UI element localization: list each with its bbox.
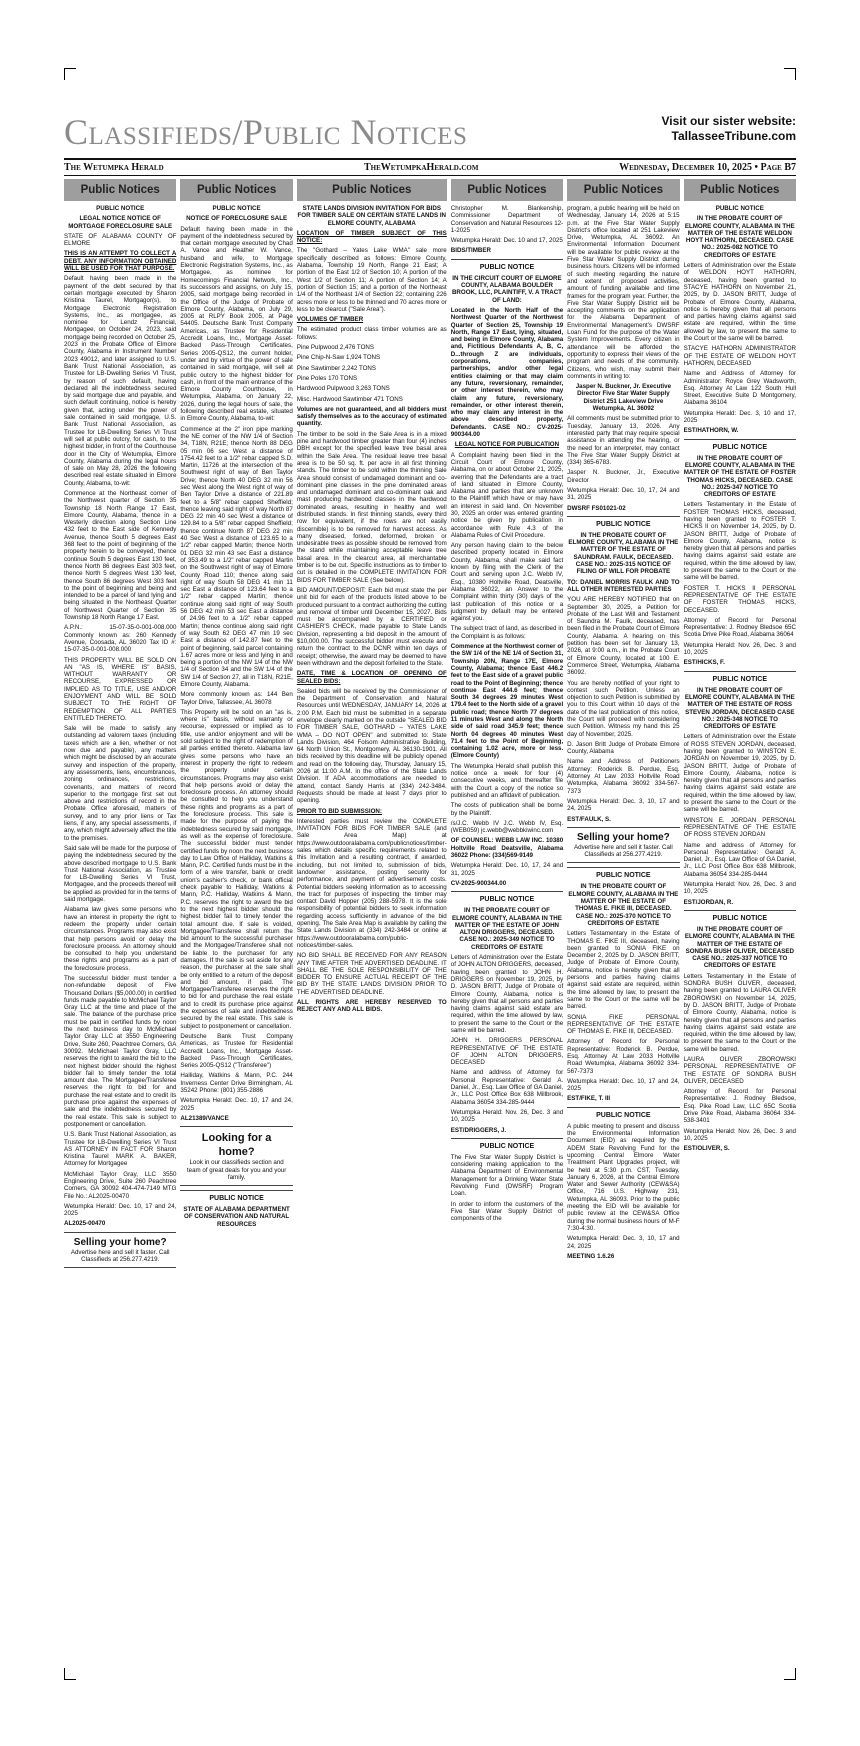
notice-text: Halliday, Watkins & Mann, P.C. 244 Inverness Center Drive Birmingham, AL 35242 Phone: (801) 355-2886: [180, 1072, 293, 1095]
section-heading: LOCATION OF TIMBER SUBJECT OF THIS NOTICE:: [296, 229, 447, 245]
notice-text: WINSTON E. JORDAN PERSONAL REPRESENTATIVE OF THE ESTATE OF ROSS STEVEN JORDAN: [683, 816, 796, 839]
notice-text: /s/J.C. Webb IV J.C. Webb IV, Esq. (WEB059) jc.webb@webbkiwinc.com: [450, 819, 564, 835]
notice-text: A Complaint having been filed in the Circuit Court of Elmore County, Alabama, on or about October 21, 2025, averring that the Defendants are a tract of land situated in Elmore County, Alabama and parties that are unknown to the Plaintiff which have or may have an interest in said land. On November 30, 2025 an order was entered granting notice be given by publication in accordance with Rule 4.3 of the Alabama Rules of Civil Procedure.: [450, 451, 564, 539]
notice-title: IN THE PROBATE COURT OF ELMORE COUNTY, ALABAMA IN THE MATTER OF THE ESTATE OF THOMAS E. FIKE III, DECEASED. CASE NO.: 2025-370 NOTICE TO CREDITORS OF ESTATE: [568, 883, 679, 927]
notice-label: PUBLIC NOTICE: [212, 205, 261, 212]
volume-item: Pine Sawtimber 2,242 TONS: [296, 364, 377, 372]
notice-text: Letters of Administration over the Estate of JOHN ALTON DRIGGERS, deceased, having been granted to JOHN H. DRIGGERS on November 19, 2025, by D. JASON BRITT, Judge of Probate of Elmore County, Alabama, notice is hereby given that all persons and parties having claims against said estate are required, within the time allowed by law, to present the same to the Court or the same will be barred.: [450, 954, 564, 1034]
notice-text: Jasper N. Buckner, Jr. Executive Director Five Star Water Supply District 251 Lakeview Drive Wetumpka, AL 36092: [575, 383, 672, 413]
paper-name: The Wetumpka Herald: [64, 162, 164, 173]
publication-dates: Wetumpka Herald: Dec. 10, 17 and 24, 2025: [567, 1077, 680, 1093]
notice-code: EST/JORDAN, R.: [683, 898, 734, 906]
notice-text: Letters Testamentary in the Estate of FOSTER THOMAS HICKS, deceased, having been granted to FOSTER T. HICKS II on November 14, 2025, by D. JASON BRITT, Judge of Probate of Elmore County, Alabama, notice is hereby given that all persons and parties having claims against said estate are required, within the time allowed by law, to present the same to the Court or the same will be barred.: [683, 501, 796, 582]
notice-label: PUBLIC NOTICE: [96, 205, 145, 212]
notice-label: PUBLIC NOTICE: [180, 1190, 292, 1203]
notice-title: IN THE PROBATE COURT OF ELMORE COUNTY, ALABAMA IN THE MATTER OF THE ESTATE OF SAUNDRAM. FAULK, DECEASED. CASE NO.: 2025-315 NOTICE OF FILING OF WILL FOR PROBATE: [568, 531, 679, 576]
publication-dates: Wetumpka Herald: Dec. 10, 17, 24 and 31, 2025: [450, 862, 564, 877]
section-heading: VOLUMES OF TIMBER: [296, 316, 364, 324]
notice-text: Default having been made in the payment of the debt secured by that certain mortgage executed by Sharon Kristina Taurel, Mortgagor(s), to Mortgage Electronic Registration Systems, Inc., as mortgagee, as nominee for Lendz Financial, Mortgagee, on October 24, 2023, said mortgage being recorded on October 25, 2023 in the Probate Office of Elmore County, Alabama in Instrument Number 2023 49012, and later assigned to U.S. Bank Trust National Association, as Trustee for LB-Dwelling Series VI Trust, by reason of such default, having declared all the indebtedness secured by said mortgage due and payable, and such default continuing, notice is hereby given that, acting under the power of sale contained in said mortgage, U.S. Bank Trust National Association, as Trustee for LB-Dwelling Series VI Trust will sell at public outcry, for cash, to the highest bidder, in front of the Courthouse door in the City of Wetumpka, Elmore County, Alabama during the legal hours of sale on May 28, 2026 the following described real estate situated in Elmore County, Alabama, to-wit:: [64, 275, 177, 487]
notice-text: Letters Testamentary in the Estate of THOMAS E. FIKE III, deceased, having been granted to SONIA FIKE on December 2, 2025 by D. JASON BRITT, Judge of Probate of Elmore County, Alabama, notice is hereby given that all persons and parties having claims against said estate are required, within the time allowed by law, to present the same to the Court or the same will be barred.: [567, 930, 680, 1011]
sister-site-promo: [662, 114, 797, 144]
notice-text: Commence at the Northwest corner of the SW 1/4 of the NE 1/4 of Section 31, Township 20N, Range 17E, Elmore County, Alabama; thence East 446.2 feet to the East side of a gravel public road to the Point of Beginning; thence continue East 444.6 feet; thence South 34 degrees 29 minutes West 179.4 feet to the North side of a gravel public road; thence North 77 degrees 11 minutes West and along the North side of said road 345.9 feet; thence North 04 degrees 40 minutes West 71.4 feet to the Point of Beginning, containing 1.02 acre, more or less. (Elmore County): [450, 643, 564, 760]
notice-title: IN THE PROBATE COURT OF ELMORE COUNTY, ALABAMA IN THE MATTER OF THE ESTATE OF FOSTER THOMAS HICKS, DECEASED. CASE NO.: 2025-347 NOTICE TO CREDITORS OF ESTATE: [683, 454, 796, 499]
notice-text: The estimated product class timber volumes are as follows:: [296, 326, 447, 341]
house-ad-title: Selling your home?: [73, 1236, 167, 1248]
notice-text: STATE OF ALABAMA COUNTY OF ELMORE: [64, 232, 177, 248]
column-header: Public Notices: [684, 179, 796, 201]
notice-text: SONIA FIKE PERSONAL REPRESENTATIVE OF THE ESTATE OF THOMAS E. FIKE III, DECEASED.: [567, 1013, 680, 1036]
notice-text: program, a public hearing will be held on Wednesday, January 14, 2026 at 5:15 p.m. at the Five Star Water Supply District's office located at 251 Lakeview Drive, Wetumpka, AL 36092. An Environmental Information Document will be available for public review at the Five Star Water Supply District during business hours. Citizens will be informed of such meeting regarding the nature and extent of proposed activities, amount of funding available and time frames for the program year. Further, the Five Star Water Supply District will be accepting comments on the application for the Alabama Department of Environmental Management's DWSRF Loan Fund for the purpose of the Water System Improvements. Every citizen in attendance will be afforded the opportunity to express their views of the program and needs of the community. Citizens, who wish, may submit their comments in writing to:: [567, 205, 680, 380]
notice-title: STATE LANDS DIVISION INVITATION FOR BIDS FOR TIMBER SALE ON CERTAIN STATE LANDS IN ELMORE COUNTY, ALABAMA: [297, 205, 447, 227]
notice-text: Volumes are not guaranteed, and all bidders must satisfy themselves as to the accuracy of estimated quantity.: [296, 405, 447, 428]
notice-text: Christopher M. Blankenship, Commissioner Department of Conservation and Natural Resources 12-1-2025: [450, 205, 564, 234]
house-ad-title: Selling your home?: [576, 831, 670, 843]
notice-text: A public meeting to present and discuss the Environmental Information Document (EID) as required by the ADEM State Revolving Fund for the upcoming Central Elmore Water Treatment Plant Upgrades project, will be held at 5:30 p.m. CST, Tuesday, January 6, 2026, at the Central Elmore Water and Sewer Authority (CEW&SA) Office, 716 U.S. Highway 231, Wetumpka, AL 36093. Prior to the public meeting the EID will be available for public review at the CEW&SA Office during the normal business hours of M-F 7:30-4:30.: [567, 1122, 680, 1232]
notice-code: CV-2025-900344.00: [450, 879, 507, 887]
notice-text: Said sale will be made for the purpose of paying the indebtedness secured by the above described mortgage to U.S. Bank Trust National Association, as Trustee for LB-Dwelling Series VI Trust, Mortgagee, and the proceeds thereof will be applied as provided for in the terms of said mortgage.: [64, 844, 177, 904]
notice-label: PUBLIC NOTICE: [684, 671, 796, 684]
notice-text: Name and address of Attorney for Personal Representative: Gerald A. Daniel, Jr., Esq. Law Office of GA Daniel, Jr., LLC Post Office Box 638 Millbrook, Alabama 36054 334-285-9444: [683, 841, 796, 878]
notice-title: LEGAL NOTICE NOTICE OF MORTGAGE FORECLOSURE SALE: [68, 215, 173, 230]
sister-site-link[interactable]: TallasseeTribune.com: [671, 129, 796, 143]
section-heading: LEGAL NOTICE FOR PUBLICATION: [454, 441, 560, 449]
notice-title: IN THE PROBATE COURT OF ELMORE COUNTY, ALABAMA IN THE MATTER OF THE ESTATE OF ROSS STEVEN JORDAN, DECEASED CASE NO.: 2025-348 NOTICE TO CREDITORS OF ESTATE: [684, 686, 795, 731]
notice-text: BID AMOUNT/DEPOSIT: Each bid must state the per unit bid for each of the products listed above to be produced pursuant to a contract authorizing the cutting and removal of timber until December 15, 2027. Bids must be accompanied by a CERTIFIED or CASHIER'S CHECK, made payable to State Lands Division, representing a bid deposit in the amount of $10,000.00. The successful bidder must execute and return the contract to the DCNR within ten days of receipt; otherwise, the award may be deemed to have been withdrawn and the deposit forfeited to the State.: [296, 586, 447, 667]
notice-code: EST/HATHORN, W.: [683, 427, 739, 435]
column-header: Public Notices: [180, 179, 292, 201]
notice-text: Sale will be made to satisfy any outstanding ad valorem taxes (including taxes which are a lien, whether or not now due and payable), any matters which might be disclosed by an accurate survey and inspection of the property, any assessments, liens, encumbrances, zoning ordinances, restrictions, covenants, and matters of record superior to the mortgage first set out above and restrictions of record in the Probate Office aforesaid, matters of survey, and to any prior liens or Tax liens, if any, any special assessments, if any, which might adversely affect the title to the premises.: [64, 725, 177, 842]
publication-dates: Wetumpka Herald: Dec. 10 and 17, 2025: [450, 237, 563, 245]
notice-code: BIDS/TIMBER: [450, 247, 491, 255]
section-heading: PRIOR TO BID SUBMISSION:: [296, 807, 382, 815]
notice-title: IN THE CIRCUIT COURT OF ELMORE COUNTY, ALABAMA BOULDER BROOK, LLC, PLAINTIFF, V. A TRACT OF LAND:: [451, 274, 562, 304]
notice-text: Deutsche Bank Trust Company Americas, as Trustee for Residential Accredit Loans, Inc., Mortgage Asset-Backed Pass-Through Certificates, Series 2005-QS12 ("Transferee"): [180, 1032, 293, 1070]
crop-mark-top-right: [784, 68, 796, 80]
section-title: Classifieds/Public Notices: [64, 112, 468, 152]
notice-text: Letters of Administration over the Estate of WELDON HOYT HATHORN, deceased, having been granted to STACYE HATHORN on November 21, 2025, by D. JASON BRITT, Judge of Probate of Elmore County, Alabama, notice is hereby given that all persons and parties having claims against said estate are required, within the time allowed by law, to present the same to the Court or the same will be barred.: [683, 262, 796, 343]
page-header-bar: [64, 158, 796, 176]
column-3: [297, 179, 447, 1675]
notice-text: All comments must be submitted prior to Tuesday, January 13, 2026. Any interested party that may require special assistance in attending the hearing, or the need for an interpreter, may contact The Five Star Water Supply District at (334) 365-6783.: [567, 415, 680, 467]
notice-text: Name and address of Attorney for Personal Representative: Gerald A. Daniel, Jr., Esq. Law Office of GA Daniel, Jr., LLC Post Office Box 638 Millbrook, Alabama 36054 334-285-9444: [450, 1069, 564, 1106]
notice-text: Default having been made in the payment of the indebtedness secured by that certain mortgage executed by Chad A. Vance and Heather W. Vance, husband and wife, to Mortgage Electronic Registration Systems, Inc., as Mortgagee, as nominee for Homecomings Financial Network, Inc., its successors and assigns, on July 15, 2005, said mortgage being recorded in the Office of the Judge of Probate of Elmore County, Alabama, on July 29, 2005 at RLPY Book 2005, at Page 54405. Deutsche Bank Trust Company Americas, as Trustee for Residential Accredit Loans, Inc., Mortgage Asset-Backed Pass-Through Certificates, Series 2005-QS12, the current holder, under and by virtue of the power of sale contained in said mortgage, will sell at public outcry to the highest bidder for cash, in front of the main entrance of the Elmore County Courthouse, in Wetumpka, Alabama, on January 22, 2026, during the legal hours of sale, the following described real estate, situated in Elmore County, Alabama, to-wit:: [180, 225, 293, 423]
notice-text: The successful bidder must tender a non-refundable deposit of Five Thousand Dollars ($5,000.00) in certified funds made payable to McMichael Taylor Gray LLC at the time and place of the sale. The balance of the purchase price must be paid in certified funds by noon the next business day to McMichael Taylor Gray LLC at 3550 Engineering Drive, Suite 260, Peachtree Corners, GA 30092. McMichael Taylor Gray, LLC reserves the right to award the bid to the next highest bidder should the highest bidder fail to timely tender the total amount due. The Mortgagee/Transferee reserves the right to bid for and purchase the real estate and to credit its purchase price against the expenses of sale and the indebtedness secured by the real estate. This sale is subject to postponement or cancellation.: [64, 974, 177, 1128]
notice-text: Letters Testamentary in the Estate of SONDRA BUSH OLIVER, deceased, having been granted to LAURA OLIVER ZBOROWSKI on November 14, 2025, by D. JASON BRITT, Judge of Probate of Elmore County, Alabama, notice is hereby given that all persons and parties having claims against said estate are required, within the time allowed by law, to present the same to the Court or the same will be barred.: [683, 972, 796, 1053]
notice-text: D. Jason Britt Judge of Probate Elmore County, Alabama: [567, 740, 680, 756]
notice-text: Attorney of Record for Personal Representative: Roderick B. Perdue, Esq. Attorney At Law 2033 Holtville Road Wetumpka, Alabama 36092 334-567-7373: [567, 1038, 680, 1075]
notice-title: IN THE PROBATE COURT OF ELMORE COUNTY, ALABAMA IN THE MATTER OF THE ESTATE OF SONDRA BUSH OLIVER, DECEASED CASE NO.: 2025-337 NOTICE TO CREDITORS OF ESTATE: [684, 925, 795, 970]
notice-text: Name and Address of Attorney for Administrator: Royce Grey Wadsworth, Esq. Attorney At Law 122 South Hull Street, Executive Suite D Montgomery, Alabama 36104: [683, 370, 796, 407]
notice-label: PUBLIC NOTICE: [451, 1138, 563, 1151]
publication-dates: Wetumpka Herald: Dec. 3, 10, 17 and 24, 2025: [567, 797, 680, 813]
notice-text: NO BID SHALL BE RECEIVED FOR ANY REASON ANY TIME AFTER THE ADVERTISED DEADLINE. IT SHALL BE THE SOLE RESPONSIBILITY OF THE BIDDER TO ENSURE ACTUAL RECEIPT OF THE BID BY THE STATE LANDS DIVISION PRIOR TO THE ADVERTISED DEADLINE.: [296, 952, 447, 996]
notice-text: FOSTER T. HICKS II PERSONAL REPRESENTATIVE OF THE ESTATE OF FOSTER THOMAS HICKS, DECEASED.: [683, 584, 796, 614]
notice-label: PUBLIC NOTICE: [715, 205, 764, 212]
notice-code: AL2025-00470: [64, 1220, 106, 1228]
column-header: Public Notices: [451, 179, 563, 201]
dateline: Wednesday, December 10, 2025 • Page B7: [619, 162, 796, 173]
notice-text: Alabama law gives some persons who have an interest in property the right to redeem the property under certain circumstances. Programs may also exist that help persons avoid or delay the foreclosure process. An attorney should be consulted to help you understand these rights and programs as a part of the foreclosure process.: [64, 906, 177, 972]
notice-title: STATE OF ALABAMA DEPARTMENT OF CONSERVATION AND NATURAL RESOURCES: [183, 1206, 290, 1228]
notice-code: AL21389/VANCE: [180, 1114, 229, 1122]
notice-text: You are hereby notified of your right to contest such Petition. Unless an objection to such Petition is submitted by you to this Court within 10 days of the date of the last publication of this notice, the Court will proceed with considering such Petition. Witness my hand this 25 day of November, 2025.: [567, 679, 680, 738]
house-ad: [180, 1126, 292, 1186]
house-ad-body: Advertise here and sell it faster. Call Classifieds at 256.277.4219.: [70, 1248, 170, 1264]
publication-dates: Wetumpka Herald: Nov. 26, Dec. 3 and 10, 2025: [683, 881, 796, 896]
notice-text: In order to inform the customers of the Five Star Water Supply District of components of the: [450, 1200, 564, 1223]
sister-site-label: Visit our sister website:: [661, 114, 796, 128]
volume-item: Pine Poles 170 TONS: [296, 374, 358, 382]
house-ad: [64, 1232, 176, 1269]
notice-label: PUBLIC NOTICE: [567, 516, 679, 529]
column-5: [567, 179, 679, 1675]
paper-website[interactable]: TheWetumpkaHerald.com: [364, 162, 479, 173]
notice-code: EST/FIKE, T. III: [567, 1095, 611, 1103]
notice-text: The subject tract of land, as described in the Complaint is as follows:: [450, 625, 564, 640]
publication-dates: Wetumpka Herald: Nov. 26, Dec. 3 and 10, 2025: [683, 641, 796, 657]
volume-item: Misc. Hardwood Sawtimber 471 TONS: [296, 395, 403, 403]
publication-dates: Wetumpka Herald: Dec. 3, 10, 17 and 24, 2025: [567, 1235, 680, 1250]
column-2: [180, 179, 292, 1675]
house-ad: [567, 827, 679, 864]
volume-item: Pine Pulpwood 2,476 TONS: [296, 344, 374, 352]
publication-dates: Wetumpka Herald: Dec. 10, 17, 24 and 31, 2025: [567, 486, 680, 502]
column-1: [64, 179, 176, 1675]
notice-text: Attorney of Record for Personal Representative: J. Rodney Bledsoe, Esq. Pike Road Law, LLC 65C Scotia Drive Pike Road, Alabama 36064 334-538-3401: [683, 1088, 796, 1125]
notice-title: IN THE PROBATE COURT OF ELMORE COUNTY, ALABAMA IN THE MATTER OF THE ESTATE WELDON HOYT HATHORN, DECEASED. CASE NO.: 2025-082 NOTICE TO CREDITORS OF ESTATE: [684, 215, 795, 259]
column-6: [684, 179, 796, 1675]
notice-title: NOTICE OF FORECLOSURE SALE: [186, 215, 288, 223]
notice-text: LAURA OLIVER ZBOROWSKI PERSONAL REPRESENTATIVE OF THE ESTATE OF SONDRA BUSH OLIVER, DECEASED: [683, 1055, 796, 1085]
notice-text: The Five Star Water Supply District is considering making application to the Alabama Department of Environmental Management for a Drinking Water State Revolving Fund (DWSRF) Program Loan.: [450, 1153, 564, 1198]
notice-code: EST/OLIVER, S.: [683, 1145, 730, 1153]
notice-text: YOU ARE HEREBY NOTIFIED that on September 30, 2025, a Petition for Probate of the Last Will and Testament of Saundra M. Faulk, deceased, has been filed in the Probate Court of Elmore County, Alabama. A hearing on this petition has been set for January 13, 2026, at 9:00 a.m., in the Probate Court of Elmore County, located at 100 E. Commerce Street, Wetumpka, Alabama 36092.: [567, 596, 680, 677]
volume-item: Pine Chip-N-Saw 1,924 TONS: [296, 354, 381, 362]
notice-text: TO: DANIEL MORRIS FAULK AND TO ALL OTHER INTERESTED PARTIES: [567, 578, 680, 593]
notice-text: OF COUNSEL: WEBB LAW INC. 10380 Holtville Road Deatsville, Alabama 36022 Phone: (334)569-9149: [450, 837, 564, 860]
column-header: Public Notices: [297, 179, 447, 201]
notice-code: MEETING 1.6.26: [567, 1252, 615, 1260]
notice-text: Located in the North Half of the Northwest Quarter of the Northwest Quarter of Section 25, Township 19 North, Range 17 East, lying, situated, and being in Elmore County, Alabama and, Fictitious Defendants A, B, C, D...through Z are individuals, corporations, companies, partnerships, and/or other legal entities claiming or that may claim any future, reversionary, remainder, or other interest therein, who may claim any future, reversionary, remainder, or other interest therein, who may claim any interest in the above described property, Defendants. CASE NO.: CV-2025-900344.00: [450, 306, 564, 439]
notice-label: PUBLIC NOTICE: [684, 439, 796, 452]
house-ad-body: Advertise here and sell it faster. Call Classifieds at 256.277.4219.: [574, 843, 673, 859]
notice-label: PUBLIC NOTICE: [451, 891, 563, 904]
house-ad-body: Look in our classifieds section and team of great deals for you and your family.: [186, 1159, 287, 1181]
notice-text: ALL RIGHTS ARE HEREBY RESERVED TO REJECT ANY AND ALL BIDS.: [296, 998, 447, 1014]
notice-text: Name and Address of Petitioners Attorney: Roderick B. Perdue, Esq. Attorney At Law 2033 Holtville Road Wetumpka, Alabama 36092 334-567-7373: [567, 758, 680, 795]
notice-text: The costs of publication shall be borne by the Plaintiff.: [450, 802, 564, 817]
notice-text: U.S. Bank Trust National Association, as Trustee for LB-Dwelling Series VI Trust AS ATTORNEY IN FACT FOR Sharon Kristina Taurel MARK A. BAKER, Attorney for Mortgagee: [64, 1131, 177, 1168]
notice-text: Attorney of Record for Personal Representative: J. Rodney Bledsoe 65C Scotia Drive Pike Road, Alabama 36064: [683, 616, 796, 639]
notice-text: Commence at the 2" iron pipe marking the NE corner of the NW 1/4 of Section 34, T18N, R21E; thence North 88 DEG 05 min 06 sec West a distance of 1754.42 feet to a 1/2" rebar capped S.D. Martin, 11726 at the intersection of the Southwest right of way of Ben Taylor Drive; thence North 40 DEG 32 min 56 sec West along the West right of way of Ben Taylor Drive a distance of 221.89 feet to a 5/8" rebar capped Sheffield; thence leaving said right of way North 87 DEG 22 min 40 sec West a distance of 129.84 to a 5/8" rebar capped Sheffield; thence continue North 87 DEG 22 min 40 Sec West a distance of 123.65 to a 1/2" rebar capped Martin; thence North 01 DEG 32 min 43 sec East a distance of 353.49 to a 1/2" rebar capped Martin on the Southwest right of way of Elmore County Road 110; thence along said right of way South 58 DEG 41 min 11 sec East a distance of 123.64 feet to a 1/2" rebar capped Martin; thence continue along said right of way South 56 DEG 42 min 53 sec East a distance of 24.96 feet to a 1/2" rebar capped Martin; thence continue along said right of way South 62 DEG 47 min 19 sec East a distance of 142.87 feet to the point of beginning, said parcel containing 1.67 acres more or less and lying in and being a portion of the NW 1/4 of the NW 1/4 of Section 34 and the SW 1/4 of the SW 1/4 of Section 27, all in T18N, R21E, Elmore County, Alabama.: [180, 425, 293, 688]
notice-code: EST/FAULK, S.: [567, 815, 611, 823]
section-heading: DATE, TIME & LOCATION OF OPENING OF SEALED BIDS:: [296, 670, 447, 685]
notice-text: STACYE HATHORN ADMINISTRATOR OF THE ESTATE OF WELDON HOYT HATHORN, DECEASED: [683, 345, 796, 367]
notice-label: PUBLIC NOTICE: [567, 867, 679, 880]
publication-dates: Wetumpka Herald: Nov. 26, Dec. 3 and 10, 2025: [450, 1108, 564, 1124]
column-header: Public Notices: [64, 179, 176, 201]
crop-mark-top-left: [64, 68, 76, 80]
publication-dates: Wetumpka Herald: Dec. 10, 17 and 24, 2025: [64, 1202, 177, 1218]
notice-title: IN THE PROBATE COURT OF ELMORE COUNTY, ALABAMA IN THE MATTER OF THE ESTATE OF JOHN ALTON DRIGGERS, DECEASED. CASE NO.: 2025-349 NOTICE TO CREDITORS OF ESTATE: [452, 907, 562, 951]
notice-text: Interested parties must review the COMPLETE INVITATION FOR BIDS FOR TIMBER SALE (and Sale Area Map) at https://www.outdooralabama.com/publicnotices/timber-sales which details specific requirements related to this Invitation and a resulting contract, if awarded, including, but not limited to, submission of bids, landowner assistance, posting security for performance, and payment of advertisement costs. Potential bidders seeking information as to accessing the tract for purposes of inspecting the timber may contact David Hopper (205) 288-5978. It is the sole responsibility of potential bidders to seek information regarding access sufficiently in advance of the bid opening. The Sale Area Map is available by calling the State Lands Division at (334) 242-3484 or online at https://www.outdooralabama.com/public-notices/timber-sales.: [296, 817, 447, 949]
column-header: Public Notices: [567, 179, 679, 201]
column-4: [451, 179, 563, 1675]
notice-code: DWSRF FS01021-02: [567, 504, 626, 512]
notice-text: The timber to be sold in the Sale Area is in a mixed pine and hardwood timber greater than four (4) inches DBH except for the specified leave tree basal area within the Sale Area. The residual leave tree basal area is to be 50 sq. ft. per acre in all first thinning stands. The timber to be sold within the thinning Sale Area should consist of undamaged dominant and co-dominant pine classes in the pine dominated areas and undamaged dominant and co-dominant oak and mast producing hardwood classes in the hardwood dominated areas, resulting in healthy and well distributed stands. In first thinning stands, every third row for equivalent, if the rows are not easily discernible) is to be removed for harvest access. As many diseased, forked, deformed, broken or undesirable trees as possible should be removed from the stand while maintaining acceptable leave tree basal area. In the clearcut area, all merchantable timber is to be cut. Specific instructions as to timber to cut is detailed in the COMPLETE INVITATION FOR BIDS FOR TIMBER SALE (See below).: [296, 430, 447, 584]
notice-text: The Wetumpka Herald shall publish this notice once a week for four (4) consecutive weeks, and thereafter file with the Court a copy of the notice so published and an affidavit of publication.: [450, 762, 564, 799]
publication-dates: Wetumpka Herald: Dec. 3, 10 and 17, 2025: [683, 409, 796, 425]
notice-text: More commonly known as: 144 Ben Taylor Drive, Tallassee, AL 36078: [180, 691, 293, 706]
notice-text: This Property will be sold on an "as is, where is" basis, without warranty or recourse, expressed or implied as to title, use and/or enjoyment and will be sold subject to the right of redemption of all parties entitled thereto. Alabama law gives some persons who have an interest in property the right to redeem the property under certain circumstances. Programs may also exist that help persons avoid or delay the foreclosure process. An attorney should be consulted to help you understand these rights and programs as a part of the foreclosure process. This sale is made for the purpose of paying the indebtedness secured by said mortgage, as well as the expense of foreclosure. The successful bidder must tender certified funds by noon the next business day to Law Office of Halliday, Watkins & Mann, P.C. Certified funds must be in the form of a wire transfer, bank or credit union's cashier's check, or bank official check payable to Halliday, Watkins & Mann, P.C. Halliday, Watkins & Mann, P.C. reserves the right to award the bid to the next highest bidder should the highest bidder fail to timely tender the total amount due. If sale is voided, Mortgagee/Transferee shall return the bid amount to the successful purchaser and the Mortgagee/Transferee shall not be liable to the purchaser for any damages. If the sale is set aside for any reason, the purchaser at the sale shall be only entitled to a return of the deposit and bid amount, if paid. The Mortgagee/Transferee reserves the right to bid for and purchase the real estate and to credit its purchase price against the expenses of sale and indebtedness secured by the real estate. This sale is subject to postponement or cancellation.: [180, 708, 293, 1030]
notice-text: Jasper N. Buckner, Jr., Executive Director: [567, 469, 680, 484]
notice-text: Letters of Administration over the Estate of ROSS STEVEN JORDAN, deceased, having been granted to WINSTON E. JORDAN on November 19, 2025, by D. JASON BRITT, Judge of Probate of Elmore County, Alabama, notice is hereby given that all persons and parties having claims against said estate are required, within the time allowed by law, to present the same to the Court or the same will be barred.: [683, 733, 796, 814]
masthead: [64, 112, 796, 152]
notice-text: THIS IS AN ATTEMPT TO COLLECT A DEBT. ANY INFORMATION OBTAINED WILL BE USED FOR THAT PURPOSE.: [64, 250, 177, 273]
volume-item: Hardwood Pulpwood 3,263 TONS: [296, 385, 390, 393]
notice-text: Sealed bids will be received by the Commissioner of the Department of Conservation and Natural Resources until WEDNESDAY, JANUARY 14, 2026 at 2:00 P.M. Each bid must be submitted in a separate envelope clearly marked on the outside "SEALED BID FOR TIMBER SALE, GOTHARD – YATES LAKE WMA – DO NOT OPEN" and submitted to: State Lands Division, 464 Folsom Administrative Building, 64 North Union St., Montgomery, AL 36130-1901. All bids received by this deadline will be publicly opened and read on the following day, Thursday, January 15, 2026 at 11:00 A.M. in the office of the State Lands Division. If ADA accommodations are needed to attend, contact Sandy Harris at (334) 242-3484. Requests should be made at least 7 days prior to opening.: [296, 687, 447, 805]
notice-label: PUBLIC NOTICE: [684, 910, 796, 923]
notice-text: THIS PROPERTY WILL BE SOLD ON AN "AS IS, WHERE IS" BASIS, WITHOUT WARRANTY OR RECOURSE, EXPRESSED OR IMPLIED AS TO TITLE, USE AND/OR ENJOYMENT AND WILL BE SOLD SUBJECT TO THE RIGHT OF REDEMPTION OF ALL PARTIES ENTITLED THERETO.: [64, 656, 177, 722]
notice-code: EST/HICKS, F.: [683, 659, 725, 667]
publication-dates: Wetumpka Herald: Dec. 10, 17 and 24, 2025: [180, 1097, 293, 1112]
notices-columns: [64, 179, 796, 1675]
notice-code: EST/DRIGGERS, J.: [450, 1126, 507, 1134]
notice-text: A.P.N.: 15-07-35-0-001-008.000 Commonly known as: 260 Kennedy Avenue, Coosada, AL 36020 Tax ID #: 15-07-35-0-001-008.000: [64, 624, 177, 654]
notice-label: PUBLIC NOTICE: [567, 1107, 679, 1120]
notice-text: Any person having claim to the below described property located in Elmore County, Alabama, shall make said fact known by filing with the Clerk of the Court and serving upon J.C. Webb IV, Esq., 10380 Holtville Road, Deatsville, Alabama 36022, an Answer to the Complaint within thirty (30) days of the last publication of this notice or a judgment by default may be entered against you.: [450, 542, 564, 623]
notice-label: PUBLIC NOTICE: [451, 259, 563, 272]
notice-text: McMichael Taylor Gray, LLC 3550 Engineering Drive, Suite 260 Peachtree Corners, GA 30092 404-474-7149 MTG File No.: AL2025-00470: [64, 1170, 177, 1200]
notice-text: JOHN H. DRIGGERS PERSONAL REPRESENTATIVE OF THE ESTATE OF JOHN ALTON DRIGGERS, DECEASED: [450, 1037, 564, 1067]
house-ad-title: Looking for a home?: [201, 1132, 272, 1159]
publication-dates: Wetumpka Herald: Nov. 26, Dec. 3 and 10, 2025: [683, 1127, 796, 1142]
notice-text: Commence at the Northeast corner of the Northwest quarter of Section 35 Township 18 North Range 17 East, Elmore County, Alabama, thence in a Westerly direction along Section Line 432 feet to the East side of Kennedy Avenue, thence South 5 degrees East 368 feet to the point of beginning of the property herein to be conveyed, thence continue South 5 degrees East 130 feet, thence North 86 degrees East 303 feet, thence North 5 degrees West 130 feet, thence South 86 degrees West 303 feet to the point of beginning and being and intended to be a parcel of land lying and being situated in the Northeast Quarter of Northwest Quarter of Section 35 Township 18 North Range 17 East.: [64, 489, 177, 622]
notice-text: The "Gothard – Yates Lake WMA" sale more specifically described as follows: Elmore County, Alabama, Township 19 North, Range 21 East; A portion of the East 1/2 of Section 10; A portion of the West 1/2 of Section 11; A portion of Section 14; A portion of Section 15; and a portion of the Northeast 1/4 of the Northeast 1/4 of Section 22; containing 226 acres more or less to be thinned and 70 acres more or less to be clearcut ("Sale Area").: [296, 247, 447, 313]
